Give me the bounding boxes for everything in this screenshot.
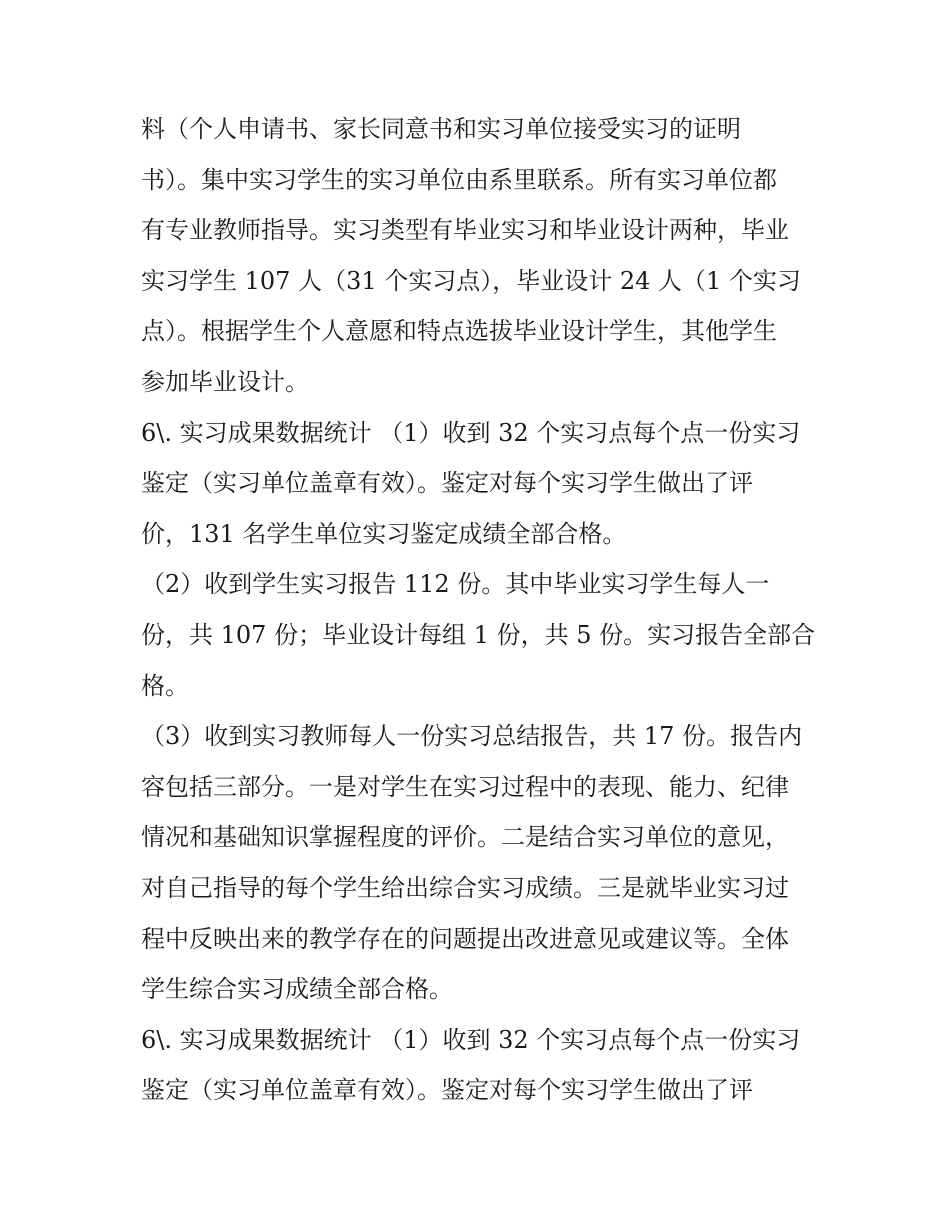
text-line: 程中反映出来的教学存在的问题提出改进意见或建议等。全体 — [141, 924, 789, 953]
text-line: 实习学生 107 人（31 个实习点），毕业设计 24 人（1 个实习 — [141, 266, 801, 295]
text-line: 价，131 名学生单位实习鉴定成绩全部合格。 — [141, 519, 627, 548]
text-line: （3）收到实习教师每人一份实习总结报告，共 17 份。报告内 — [141, 722, 803, 751]
text-line: 格。 — [141, 671, 189, 700]
text-line: 容包括三部分。一是对学生在实习过程中的表现、能力、纪律 — [141, 772, 789, 801]
text-line: 料（个人申请书、家长同意书和实习单位接受实习的证明 — [141, 115, 741, 143]
text-line: 点）。根据学生个人意愿和特点选拔毕业设计学生，其他学生 — [141, 317, 777, 346]
section-heading-line: 6\. 实习成果数据统计 （1）收到 32 个实习点每个点一份实习 — [141, 418, 801, 447]
text-line: 书）。集中实习学生的实习单位由系里联系。所有实习单位都 — [141, 165, 777, 194]
text-line: 鉴定（实习单位盖章有效）。鉴定对每个实习学生做出了评 — [141, 469, 753, 498]
text-line: 参加毕业设计。 — [141, 367, 309, 396]
text-line: 有专业教师指导。实习类型有毕业实习和毕业设计两种，毕业 — [141, 216, 789, 245]
document-body — [141, 104, 821, 1116]
text-line: 鉴定（实习单位盖章有效）。鉴定对每个实习学生做出了评 — [141, 1076, 753, 1105]
text-line: 学生综合实习成绩全部合格。 — [141, 975, 453, 1004]
text-line: 对自己指导的每个学生给出综合实习成绩。三是就毕业实习过 — [141, 873, 789, 902]
text-line: 份，共 107 份；毕业设计每组 1 份，共 5 份。实习报告全部合 — [141, 620, 816, 649]
text-line: （2）收到学生实习报告 112 份。其中毕业实习学生每人一 — [141, 570, 770, 599]
section-heading-line: 6\. 实习成果数据统计 （1）收到 32 个实习点每个点一份实习 — [141, 1025, 801, 1054]
text-line: 情况和基础知识掌握程度的评价。二是结合实习单位的意见， — [141, 823, 789, 852]
